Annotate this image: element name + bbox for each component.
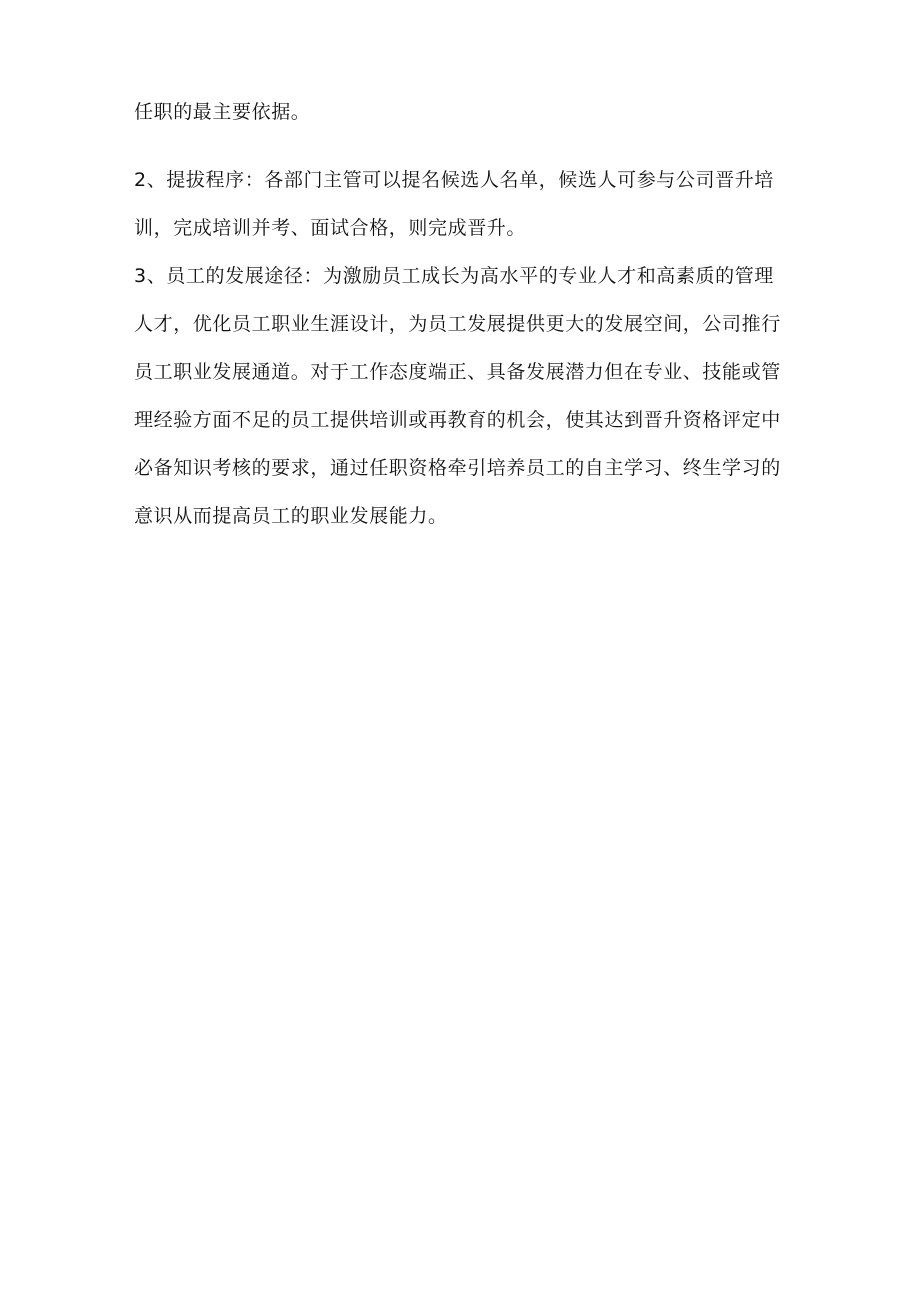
text-line-5: 人才，优化员工职业生涯设计，为员工发展提供更大的发展空间，公司推行 [134, 313, 781, 335]
text-line-1: 任职的最主要依据。 [134, 101, 311, 123]
text-line-2: 2、提拔程序：各部门主管可以提名候选人名单，候选人可参与公司晋升培 [134, 169, 774, 191]
text-line-6: 员工职业发展通道。对于工作态度端正、具备发展潜力但在专业、技能或管 [134, 361, 781, 383]
text-line-7: 理经验方面不足的员工提供培训或再教育的机会，使其达到晋升资格评定中 [134, 409, 781, 431]
text-line-8: 必备知识考核的要求，通过任职资格牵引培养员工的自主学习、终生学习的 [134, 457, 781, 479]
text-line-9: 意识从而提高员工的职业发展能力。 [134, 505, 448, 527]
text-line-4: 3、员工的发展途径：为激励员工成长为高水平的专业人才和高素质的管理 [134, 265, 774, 287]
text-line-3: 训，完成培训并考、面试合格，则完成晋升。 [134, 217, 527, 239]
